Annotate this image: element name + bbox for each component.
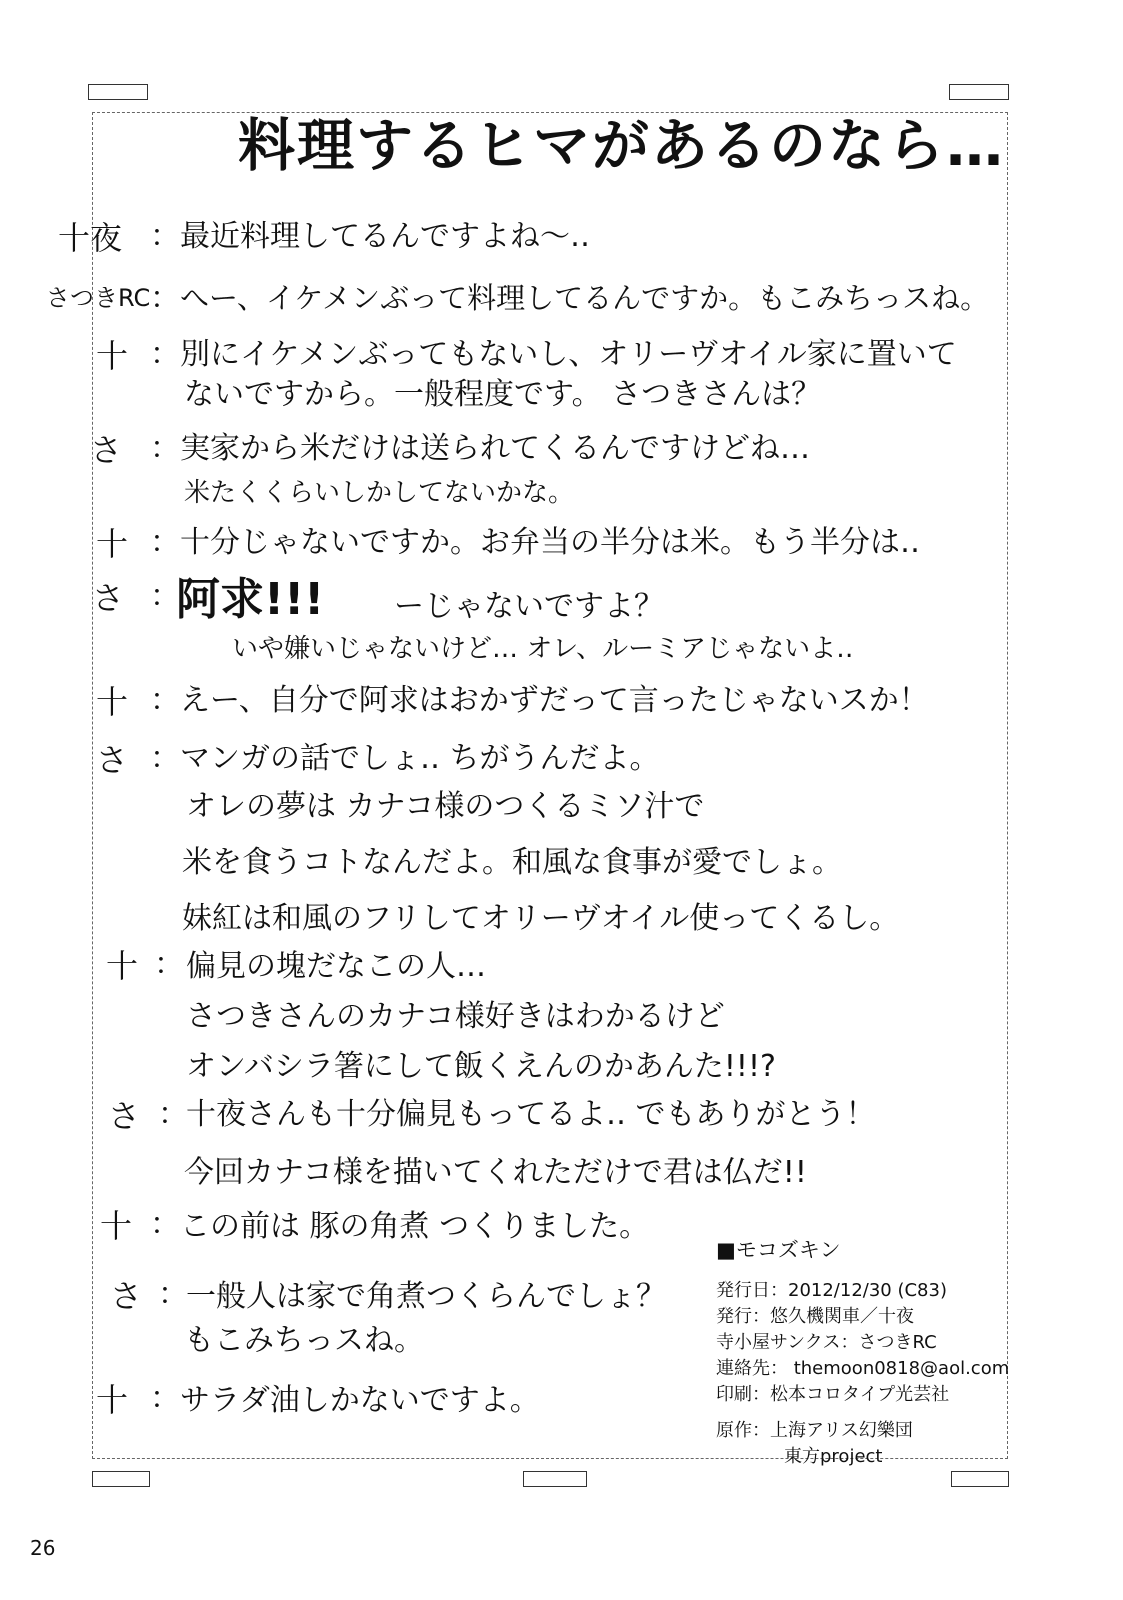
speaker-colon: ： [150,1381,180,1416]
dialogue-line: 十分じゃないですか。お弁当の半分は米。もう半分は‥ [180,525,921,560]
speaker-colon: ： [150,337,180,372]
dialogue-line: 妹紅は和風のフリしてオリーヴオイル使ってくるし。 [182,901,900,936]
speaker-label: さ [110,1277,143,1315]
crop-mark-bottom-left [92,1471,150,1487]
speaker-label: 十 [96,525,129,563]
dialogue-line: えー、自分で阿求はおかずだって言ったじゃないスか！ [180,683,929,718]
printer: 印刷：松本コロタイプ光芸社 [716,1384,950,1405]
dialogue-line: 阿求!!! [176,574,325,625]
speaker-label: さ [90,431,123,469]
dialogue-line: さつきさんのカナコ様好きはわかるけど [186,999,725,1034]
speaker-colon: ： [150,579,180,614]
speaker-colon: ： [150,741,180,776]
guest-credit: 寺小屋サンクス：さつきRC [716,1332,937,1353]
book-title: ■モコズキン [716,1238,841,1262]
original-work: 原作：上海アリス幻樂団 [716,1420,913,1441]
speaker-label: 十 [96,1381,129,1419]
speaker-label: 十 [106,947,139,985]
page-title: 料理するヒマがあるのなら… [238,113,1005,179]
dialogue-line: もこみちっスね。 [184,1323,424,1358]
crop-mark-top-left [88,84,148,100]
speaker-colon: ： [150,683,180,718]
speaker-colon: ： [150,525,180,560]
speaker-label: さ [96,741,129,779]
speaker-colon: ： [150,219,180,254]
dialogue-line: 別にイケメンぶってもないし、オリーヴオイル家に置いて [180,337,957,372]
dialogue-line: 米たくくらいしかしてないかな。 [184,478,575,508]
dialogue-line: この前は 豚の角煮 つくりました。 [180,1209,650,1244]
dialogue-line: ーじゃないですよ？ [394,589,664,624]
speaker-label: 十 [96,683,129,721]
dialogue-line: いや嫌いじゃないけど… オレ、ルーミアじゃないよ‥ [232,634,854,664]
speaker-label: さ [108,1097,141,1135]
dialogue-line: 一般人は家で角煮つくらんでしょ？ [186,1279,666,1314]
dialogue-line: 実家から米だけは送られてくるんですけどね… [180,431,810,466]
crop-mark-top-right [949,84,1009,100]
speaker-label: 十 [100,1207,133,1245]
speaker-colon: ： [150,1207,180,1242]
original-series: 東方project [784,1446,883,1467]
contact-email: 連絡先： themoon0818@aol.com [716,1358,1010,1379]
dialogue-line: マンガの話でしょ‥ ちがうんだよ。 [180,741,660,776]
colophon [716,1234,1009,1470]
dialogue-line: 米を食うコトなんだよ。和風な食事が愛でしょ。 [182,845,842,880]
speaker-label: 十夜 [58,219,123,257]
speaker-colon: ： [150,431,180,466]
speaker-label: 十 [96,337,129,375]
dialogue-line: オレの夢は カナコ様のつくるミソ汁で [186,789,705,824]
dialogue-line: へー、イケメンぶって料理してるんですか。もこみちっスね。 [180,281,990,315]
dialogue-line: オンバシラ箸にして飯くえんのかあんた!!!? [186,1049,776,1084]
speaker-colon: ： [158,1097,188,1132]
speaker-label: さつきRC [46,284,151,312]
crop-mark-bottom-right [951,1471,1009,1487]
dialogue-line: 今回カナコ様を描いてくれただけで君は仏だ!! [184,1155,807,1190]
page-number: 26 [30,1536,56,1560]
dialogue-line: サラダ油しかないですよ。 [180,1383,540,1418]
dialogue-line: 偏見の塊だなこの人… [186,949,486,984]
speaker-colon: ： [158,1277,188,1312]
dialogue-line: 最近料理してるんですよね～‥ [180,219,591,254]
dialogue-line: ないですから。一般程度です。 さつきさんは？ [184,377,822,412]
speaker-colon: ： [154,947,184,982]
crop-mark-bottom-center [523,1471,587,1487]
publication-date: 発行日：2012/12/30 (C83) [716,1280,947,1301]
speaker-colon: ： [150,281,180,316]
dialogue-line: 十夜さんも十分偏見もってるよ‥ でもありがとう！ [186,1097,876,1132]
publisher: 発行：悠久機関車／十夜 [716,1306,914,1327]
speaker-label: さ [92,579,125,617]
